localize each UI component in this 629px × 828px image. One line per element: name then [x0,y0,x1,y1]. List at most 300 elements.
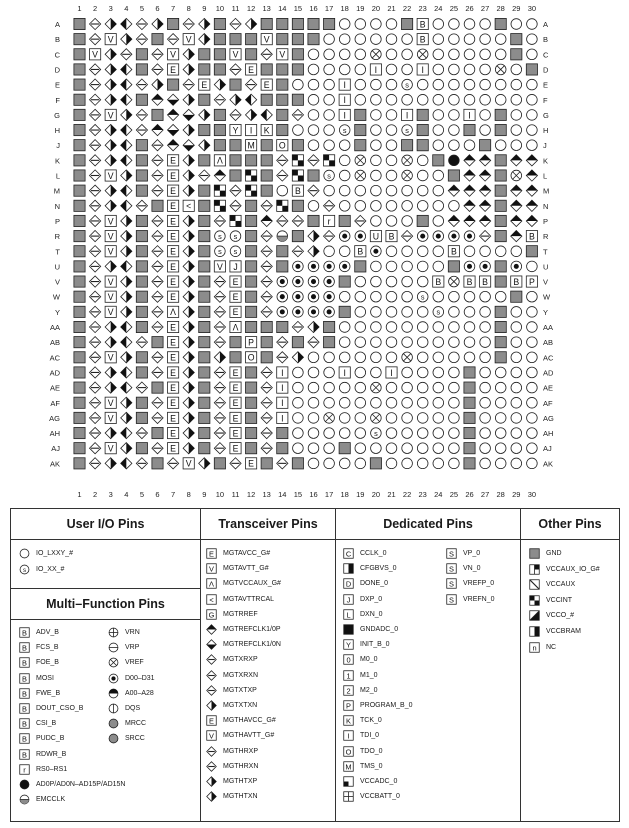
pin-AC10 [214,352,225,363]
pin-AH12 [246,427,257,438]
pin-K22 [402,155,413,166]
column-label-top: 30 [527,4,537,13]
pin-C5 [136,49,147,60]
row-label-right: K [543,156,549,166]
pin-AD17 [324,367,335,378]
pin-AE25 [449,382,460,393]
pin-B21 [386,34,397,45]
svg-text:M: M [345,762,352,772]
pin-V9 [199,276,210,287]
pin-U5 [136,261,147,272]
legend-label: MGTXTXN [223,702,258,709]
pin-B18 [339,34,350,45]
pin-R25 [449,231,460,242]
svg-text:E: E [170,186,177,197]
pin-AA6 [152,321,163,332]
row-label-right: E [543,80,549,90]
pin-V8 [183,276,194,287]
pin-G9 [199,109,210,120]
pin-AA15 [292,321,303,332]
column-label-bottom: 7 [171,490,176,499]
pin-AE7 [168,382,179,393]
pin-AG18 [339,413,350,424]
legend-symbol-icon [108,718,119,729]
pin-K1 [74,155,85,166]
pin-V26 [464,276,475,287]
pin-AF6 [152,397,163,408]
pin-E10 [214,79,225,90]
pin-AG23 [417,413,428,424]
pin-L22 [402,170,413,181]
svg-text:B: B [357,246,364,257]
column-label-bottom: 29 [512,490,521,499]
pin-L27 [480,170,491,181]
pin-H18 [339,125,350,136]
pin-AJ26 [464,443,475,454]
pin-AB9 [199,337,210,348]
pin-K14 [277,155,288,166]
pin-M6 [152,185,163,196]
pin-T20 [371,246,382,257]
pin-K3 [105,155,116,166]
pin-AB14 [277,337,288,348]
pin-J4 [121,140,132,151]
pin-AH28 [495,428,506,439]
svg-text:E: E [170,337,177,348]
pin-AB1 [74,337,85,348]
pin-N2 [90,200,101,211]
pin-AE28 [495,382,506,393]
legend-item [19,547,73,560]
svg-text:V: V [107,307,114,318]
legend-symbol-icon [206,700,217,711]
pin-AJ24 [433,443,444,454]
svg-text:I: I [343,367,346,378]
pin-L6 [152,170,163,181]
pin-V10 [214,276,225,287]
svg-text:B: B [22,704,27,714]
svg-text:V: V [185,458,192,469]
pin-H29 [511,125,522,136]
pin-AB5 [136,337,147,348]
row-label-left: AH [49,429,60,439]
pin-AB15 [292,337,303,348]
legend-label: MOSI [36,674,54,682]
row-label-right: L [543,171,548,181]
pin-P10 [214,215,225,226]
svg-text:E: E [209,549,214,559]
row-label-right: AB [543,338,554,348]
pin-Y17 [324,307,335,318]
row-label-left: G [54,110,60,120]
pin-B7 [168,34,179,45]
pin-AH3 [105,427,116,438]
legend-symbol-icon [446,563,457,574]
pin-AJ12 [246,443,257,454]
pin-N25 [449,201,460,212]
column-label-top: 1 [77,4,82,13]
pin-AJ21 [386,443,397,454]
pin-AC19 [355,352,366,363]
pin-D18 [339,64,350,75]
row-label-right: AC [543,353,554,363]
legend-item [446,577,494,590]
row-label-left: F [55,95,60,105]
pin-AG28 [495,413,506,424]
pin-AJ11 [230,443,241,454]
pin-T9 [199,246,210,257]
pin-F9 [199,94,210,105]
pin-D11 [230,64,241,75]
pin-W5 [136,291,147,302]
pin-A29 [511,19,522,30]
legend-symbol-icon [206,776,217,787]
pin-F12 [246,94,257,105]
pin-R23 [417,231,428,242]
pin-B20 [371,34,382,45]
pin-AE30 [527,382,538,393]
pin-T28 [495,246,506,257]
pin-P26 [464,215,475,226]
column-label-bottom: 15 [293,490,303,499]
pin-AC21 [386,352,397,363]
pin-AA2 [90,321,101,332]
legend-symbol-icon [343,776,354,787]
pin-W15 [293,291,304,302]
pin-AJ28 [495,443,506,454]
pin-D12 [246,64,257,75]
pin-AA16 [308,321,319,332]
pin-C19 [355,49,366,60]
legend-symbol-icon [343,730,354,741]
svg-text:s: s [342,125,347,135]
pin-A24 [433,19,444,30]
legend-item [529,594,572,607]
pin-AJ20 [371,443,382,454]
legend-item [206,608,258,621]
pin-AD6 [152,367,163,378]
pin-K17 [324,155,335,166]
pin-N21 [386,201,397,212]
pin-L29 [511,170,522,181]
pin-E18 [339,79,350,90]
legend-symbol-icon [206,578,217,589]
pin-V27 [480,276,491,287]
pin-U15 [293,261,304,272]
pin-AD22 [402,367,413,378]
column-label-bottom: 12 [246,490,256,499]
pin-K28 [495,155,506,166]
pin-AB21 [386,337,397,348]
column-label-bottom: 20 [371,490,381,499]
legend-label: CCLK_0 [360,550,387,557]
pin-W12 [246,291,257,302]
svg-text:E: E [232,428,239,439]
legend-label: TDI_0 [360,732,380,740]
pin-W22 [402,291,413,302]
column-label-top: 3 [108,4,113,13]
pin-A19 [355,19,366,30]
pin-AA1 [74,321,85,332]
legend-symbol-icon [19,642,30,653]
pin-K10 [214,155,225,166]
pin-R3 [105,231,116,242]
row-label-left: B [54,35,60,45]
legend-item [206,684,257,697]
svg-text:0: 0 [346,655,351,665]
pin-T6 [152,246,163,257]
pin-AK21 [386,458,397,469]
svg-text:<: < [186,201,192,212]
column-label-bottom: 18 [340,490,349,499]
pin-Y12 [246,306,257,317]
multi-function-header: Multi–Function Pins [11,588,200,620]
legend-label: EMCCLK [36,796,66,804]
pin-G24 [433,110,444,121]
pin-G30 [527,110,538,121]
pin-AC5 [136,352,147,363]
legend-label: MGTHTXN [223,793,258,801]
pin-AC1 [74,352,85,363]
column-label-top: 27 [480,4,490,13]
svg-text:Y: Y [232,125,239,136]
legend-symbol-icon [206,730,217,741]
pin-AK6 [152,458,163,469]
legend-label: MGTAVTT_G# [223,565,269,573]
pin-F4 [121,94,132,105]
pin-F25 [449,94,460,105]
pin-AE10 [214,382,225,393]
svg-text:E: E [170,322,177,333]
svg-text:B: B [22,643,27,653]
svg-text:E: E [170,413,177,424]
pin-B27 [480,34,491,45]
legend-label: DQS [125,705,141,712]
pin-AJ5 [136,443,147,454]
pin-W26 [464,291,475,302]
legend-item [108,732,145,745]
legend-symbol-icon [19,764,30,775]
pin-AB26 [464,337,475,348]
pin-A30 [527,19,538,30]
legend-item [19,563,64,576]
svg-text:E: E [201,79,208,90]
pin-L23 [417,170,428,181]
pin-E21 [386,79,397,90]
pin-U16 [308,261,319,272]
legend-label: IO_LXXY_# [36,550,73,557]
pin-B22 [402,34,413,45]
pin-AF17 [324,397,335,408]
legend-symbol-icon [343,746,354,757]
svg-text:E: E [232,398,239,409]
pin-M26 [464,185,475,196]
pin-AB25 [449,337,460,348]
pin-K20 [371,155,382,166]
pin-AG29 [511,413,522,424]
pin-C7 [168,49,179,60]
pin-AG14 [277,412,288,423]
pin-AC7 [168,352,179,363]
pin-U3 [105,261,116,272]
pin-H4 [121,124,132,135]
column-label-top: 7 [171,4,176,13]
pin-G22 [402,109,413,120]
pin-J26 [464,140,475,151]
pin-AJ10 [214,443,225,454]
pin-N6 [152,200,163,211]
pin-Y22 [402,307,413,318]
pin-AD11 [230,367,241,378]
legend-label: MGTHRXP [223,747,258,755]
svg-text:Y: Y [346,640,351,650]
column-label-top: 22 [402,4,412,13]
pin-AD9 [199,367,210,378]
legend-item [19,702,83,715]
pin-G18 [339,109,350,120]
row-label-right: AE [543,383,554,393]
svg-text:I: I [374,64,378,75]
svg-text:E: E [263,79,270,90]
pin-M27 [480,185,491,196]
svg-text:B: B [22,734,27,744]
svg-text:I: I [347,731,350,741]
pin-C4 [121,49,132,60]
pin-R29 [511,231,522,242]
pin-M7 [168,185,179,196]
svg-text:B: B [482,276,489,287]
pin-K13 [261,155,272,166]
pin-Y11 [230,306,241,317]
row-label-right: AG [543,413,554,423]
pin-A26 [464,19,475,30]
pin-AK4 [121,458,132,469]
column-label-top: 17 [324,4,334,13]
pin-N30 [526,200,537,211]
pin-P5 [136,215,147,226]
pin-U24 [433,261,444,272]
pin-AK17 [324,458,335,469]
pin-AE17 [324,382,335,393]
pin-N14 [277,200,288,211]
legend-symbol-icon [446,548,457,559]
pin-AH20 [371,428,382,439]
dedicated-header: Dedicated Pins [336,509,520,540]
pin-E17 [324,79,335,90]
legend-label: DXN_0 [360,610,383,618]
pin-B11 [230,34,241,45]
pin-V22 [402,276,413,287]
row-label-left: AJ [51,444,60,454]
pin-A3 [105,18,116,29]
pin-T30 [526,246,537,257]
svg-text:E: E [170,216,177,227]
pin-F18 [339,94,350,105]
pin-AE27 [480,382,491,393]
pin-P15 [292,215,303,226]
pin-W20 [371,291,382,302]
pin-AB3 [105,337,116,348]
pin-P24 [433,216,444,227]
pin-C20 [371,49,382,60]
pin-C13 [261,49,272,60]
pin-AC15 [292,352,303,363]
pin-J24 [433,140,444,151]
row-label-left: A [54,20,60,29]
pin-AD4 [121,367,132,378]
pin-AE29 [511,382,522,393]
pin-A11 [230,18,241,29]
pin-K8 [183,155,194,166]
pin-E24 [433,79,444,90]
legend-item [206,638,281,651]
pin-AA8 [183,321,194,332]
pin-C25 [449,49,460,60]
svg-text:O: O [345,746,352,756]
pin-W14 [277,291,288,302]
pin-E26 [464,79,475,90]
pin-Y19 [355,307,366,318]
pin-AG21 [386,413,397,424]
pin-K5 [136,155,147,166]
pin-T29 [511,246,522,257]
pin-L24 [433,170,444,181]
pin-M29 [511,185,522,196]
legend-item [343,562,397,575]
svg-text:B: B [22,749,27,759]
pin-M15 [292,185,303,196]
svg-text:I: I [343,95,346,106]
pin-C1 [74,49,85,60]
pin-U20 [371,261,382,272]
pin-H8 [183,124,194,135]
legend-item [206,760,258,773]
pin-AA28 [495,321,506,332]
pin-AG9 [199,412,210,423]
pin-AK16 [308,458,319,469]
pin-T18 [339,246,350,257]
pin-R9 [199,231,210,242]
legend-label: TCK_0 [360,717,382,725]
pin-K30 [526,155,537,166]
legend-symbol-icon [529,579,540,590]
pin-AF7 [168,397,179,408]
pin-T15 [292,246,303,257]
pin-D13 [261,64,272,75]
pin-AH21 [386,428,397,439]
svg-text:E: E [232,367,239,378]
legend-item [108,656,144,669]
pin-G3 [105,109,116,120]
pin-A25 [449,19,460,30]
pin-AG7 [168,412,179,423]
pin-Y13 [261,306,272,317]
svg-text:P: P [346,701,351,711]
pin-AB19 [355,337,366,348]
pin-F26 [464,94,475,105]
pin-N20 [371,201,382,212]
svg-text:B: B [435,276,442,287]
column-label-top: 25 [449,4,459,13]
row-label-right: T [543,247,548,257]
pin-F5 [136,94,147,105]
pin-AH17 [324,428,335,439]
pin-V7 [168,276,179,287]
pin-U17 [324,261,335,272]
pin-AJ27 [480,443,491,454]
svg-text:s: s [420,292,425,302]
pin-D8 [183,64,194,75]
